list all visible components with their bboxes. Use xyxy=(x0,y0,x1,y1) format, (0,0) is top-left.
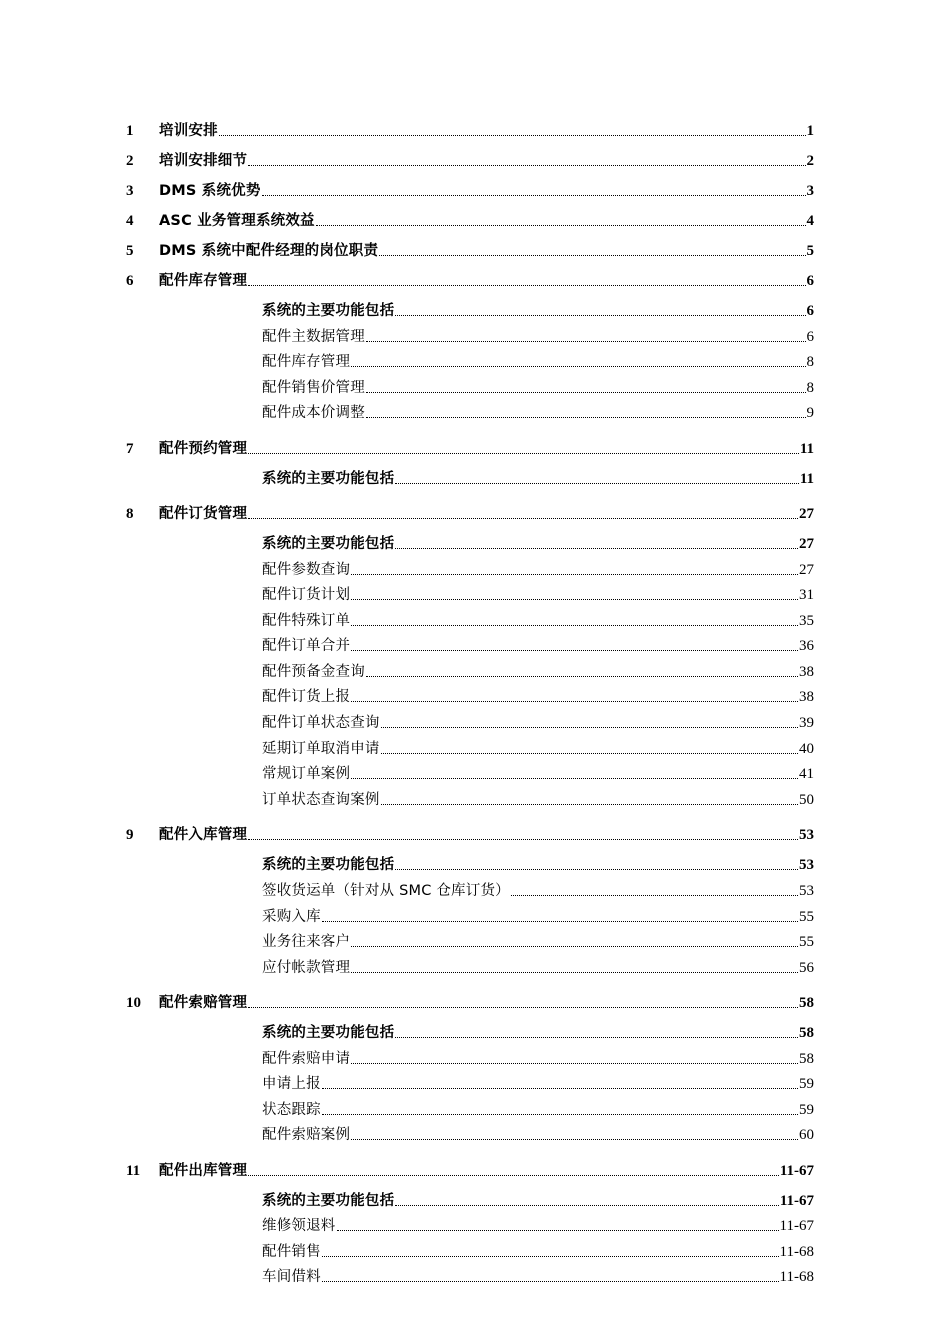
toc-chapter-entry[interactable] xyxy=(126,146,814,170)
toc-number: 8 xyxy=(126,506,134,522)
toc-title: 订单状态查询案例 xyxy=(262,792,380,808)
toc-section-entry[interactable] xyxy=(262,953,814,977)
toc-title: 配件订货管理 xyxy=(159,506,248,522)
toc-number: 11 xyxy=(126,1163,141,1179)
toc-section-entry[interactable] xyxy=(262,580,814,604)
toc-section-entry[interactable] xyxy=(262,464,814,488)
toc-page-number: 39 xyxy=(799,715,814,731)
toc-page-number: 4 xyxy=(806,213,814,229)
toc-section-entry[interactable] xyxy=(262,1120,814,1144)
toc-dot-leader xyxy=(248,517,798,519)
toc-section-entry[interactable] xyxy=(262,606,814,630)
toc-dot-leader xyxy=(351,649,798,651)
toc-page-number: 11-67 xyxy=(779,1193,814,1209)
toc-dot-leader xyxy=(351,1062,798,1064)
toc-page-number: 53 xyxy=(799,827,814,843)
toc-dot-leader xyxy=(322,1280,779,1282)
toc-dot-leader xyxy=(351,573,798,575)
toc-dot-leader xyxy=(351,1138,798,1140)
toc-section-entry[interactable] xyxy=(262,1095,814,1119)
toc-page-number: 55 xyxy=(799,934,814,950)
toc-page-number: 6 xyxy=(806,329,814,345)
toc-number: 2 xyxy=(126,153,134,169)
toc-title: 系统的主要功能包括 xyxy=(262,303,395,319)
toc-section-entry[interactable] xyxy=(262,1262,814,1286)
toc-page-number: 60 xyxy=(799,1127,814,1143)
toc-page-number: 9 xyxy=(806,405,814,421)
toc-dot-leader xyxy=(219,134,806,136)
toc-dot-leader xyxy=(366,391,806,393)
toc-section-entry[interactable] xyxy=(262,1018,814,1042)
toc-section-entry[interactable] xyxy=(262,785,814,809)
toc-page-number: 58 xyxy=(799,1025,814,1041)
toc-chapter-entry[interactable] xyxy=(126,116,814,140)
toc-title: 申请上报 xyxy=(262,1076,321,1092)
toc-dot-leader xyxy=(351,624,798,626)
toc-section-entry[interactable] xyxy=(262,876,814,900)
toc-chapter-entry[interactable] xyxy=(126,176,814,200)
toc-section-entry[interactable] xyxy=(262,1069,814,1093)
toc-number: 10 xyxy=(126,995,141,1011)
toc-dot-leader xyxy=(395,1204,779,1206)
toc-page-number: 11 xyxy=(799,471,814,487)
toc-section-entry[interactable] xyxy=(262,734,814,758)
toc-title: 系统的主要功能包括 xyxy=(262,1025,395,1041)
toc-page-number: 11-67 xyxy=(779,1218,814,1234)
toc-section-entry[interactable] xyxy=(262,1237,814,1261)
toc-dot-leader xyxy=(322,920,798,922)
toc-dot-leader xyxy=(511,894,798,896)
toc-page-number: 11-67 xyxy=(779,1163,814,1179)
toc-dot-leader xyxy=(379,254,805,256)
toc-title: 配件成本价调整 xyxy=(262,405,365,421)
toc-dot-leader xyxy=(316,224,806,226)
toc-title: 配件索赔管理 xyxy=(159,995,248,1011)
toc-dot-leader xyxy=(337,1229,779,1231)
toc-chapter-entry[interactable] xyxy=(126,1156,814,1180)
toc-chapter-entry[interactable] xyxy=(126,499,814,523)
toc-title: 配件主数据管理 xyxy=(262,329,365,345)
toc-page-number: 1 xyxy=(806,123,814,139)
toc-dot-leader xyxy=(395,547,798,549)
toc-dot-leader xyxy=(248,1174,779,1176)
toc-dot-leader xyxy=(381,752,798,754)
toc-page-number: 41 xyxy=(799,766,814,782)
toc-chapter-entry[interactable] xyxy=(126,206,814,230)
toc-page-number: 50 xyxy=(799,792,814,808)
toc-page-number: 38 xyxy=(799,664,814,680)
toc-page-number: 38 xyxy=(799,689,814,705)
toc-dot-leader xyxy=(322,1087,798,1089)
toc-title: 配件库存管理 xyxy=(262,354,351,370)
toc-title: 配件出库管理 xyxy=(159,1163,248,1179)
toc-chapter-entry[interactable] xyxy=(126,988,814,1012)
toc-page-number: 6 xyxy=(806,273,814,289)
toc-title: 配件索赔案例 xyxy=(262,1127,351,1143)
toc-title: 配件参数查询 xyxy=(262,562,351,578)
toc-title: 系统的主要功能包括 xyxy=(262,1193,395,1209)
toc-dot-leader xyxy=(381,803,798,805)
toc-section-entry[interactable] xyxy=(262,708,814,732)
toc-section-entry[interactable] xyxy=(262,1211,814,1235)
toc-dot-leader xyxy=(322,1255,779,1257)
toc-title: 维修领退料 xyxy=(262,1218,336,1234)
toc-section-entry[interactable] xyxy=(262,682,814,706)
toc-chapter-entry[interactable] xyxy=(126,434,814,458)
toc-section-entry[interactable] xyxy=(262,759,814,783)
toc-section-entry[interactable] xyxy=(262,902,814,926)
toc-dot-leader xyxy=(248,164,805,166)
toc-page-number: 35 xyxy=(799,613,814,629)
toc-page-number: 36 xyxy=(799,638,814,654)
toc-page-number: 59 xyxy=(799,1102,814,1118)
toc-number: 5 xyxy=(126,243,134,259)
toc-dot-leader xyxy=(262,194,806,196)
toc-page-number: 11 xyxy=(799,441,814,457)
toc-page-number: 11-68 xyxy=(779,1269,814,1285)
toc-section-entry[interactable] xyxy=(262,850,814,874)
toc-page-number: 40 xyxy=(799,741,814,757)
toc-title: 配件订货上报 xyxy=(262,689,351,705)
toc-title: DMS 系统优势 xyxy=(159,183,261,199)
toc-number: 6 xyxy=(126,273,134,289)
toc-dot-leader xyxy=(248,838,798,840)
toc-page-number: 11-68 xyxy=(779,1244,814,1260)
toc-chapter-entry[interactable] xyxy=(126,236,814,260)
toc-dot-leader xyxy=(395,314,805,316)
toc-page-number: 31 xyxy=(799,587,814,603)
toc-title: 延期订单取消申请 xyxy=(262,741,380,757)
toc-page-number: 56 xyxy=(799,960,814,976)
toc-section-entry[interactable] xyxy=(262,555,814,579)
toc-dot-leader xyxy=(248,1006,798,1008)
toc-title: 应付帐款管理 xyxy=(262,960,351,976)
toc-page-number: 27 xyxy=(799,536,814,552)
toc-dot-leader xyxy=(366,675,798,677)
toc-dot-leader xyxy=(351,598,798,600)
toc-page-number: 58 xyxy=(799,995,814,1011)
toc-section-entry[interactable] xyxy=(262,347,814,371)
toc-dot-leader xyxy=(351,777,798,779)
toc-section-entry[interactable] xyxy=(262,398,814,422)
toc-section-entry[interactable] xyxy=(262,1044,814,1068)
toc-number: 1 xyxy=(126,123,134,139)
toc-page-number: 8 xyxy=(806,354,814,370)
toc-dot-leader xyxy=(248,452,799,454)
toc-page-number: 58 xyxy=(799,1051,814,1067)
toc-title: 系统的主要功能包括 xyxy=(262,471,395,487)
toc-dot-leader xyxy=(381,726,798,728)
toc-title: 车间借料 xyxy=(262,1269,321,1285)
toc-title: 配件订货计划 xyxy=(262,587,351,603)
toc-section-entry[interactable] xyxy=(262,373,814,397)
toc-dot-leader xyxy=(395,482,799,484)
toc-chapter-entry[interactable] xyxy=(126,266,814,290)
toc-page-number: 6 xyxy=(806,303,814,319)
toc-page-number: 53 xyxy=(799,883,814,899)
toc-number: 7 xyxy=(126,441,134,457)
toc-dot-leader xyxy=(395,868,798,870)
toc-title: 常规订单案例 xyxy=(262,766,351,782)
toc-title: 培训安排 xyxy=(159,123,218,139)
toc-page-number: 3 xyxy=(806,183,814,199)
toc-title: ASC 业务管理系统效益 xyxy=(159,213,315,229)
toc-page-number: 27 xyxy=(799,506,814,522)
toc-page-number: 5 xyxy=(806,243,814,259)
toc-dot-leader xyxy=(351,945,798,947)
toc-dot-leader xyxy=(351,971,798,973)
toc-dot-leader xyxy=(351,700,798,702)
toc-title: 配件销售价管理 xyxy=(262,380,365,396)
toc-page-number: 53 xyxy=(799,857,814,873)
toc-section-entry[interactable] xyxy=(262,927,814,951)
toc-title: 配件预备金查询 xyxy=(262,664,365,680)
toc-title: 配件特殊订单 xyxy=(262,613,351,629)
toc-page-number: 59 xyxy=(799,1076,814,1092)
toc-title: 配件预约管理 xyxy=(159,441,248,457)
toc-section-entry[interactable] xyxy=(262,296,814,320)
toc-section-entry[interactable] xyxy=(262,529,814,553)
toc-title: 配件销售 xyxy=(262,1244,321,1260)
toc-title: DMS 系统中配件经理的岗位职责 xyxy=(159,243,379,259)
toc-title: 系统的主要功能包括 xyxy=(262,857,395,873)
toc-title: 系统的主要功能包括 xyxy=(262,536,395,552)
toc-page-number: 2 xyxy=(806,153,814,169)
toc-dot-leader xyxy=(248,284,805,286)
toc-page-number: 55 xyxy=(799,909,814,925)
toc-page-number: 27 xyxy=(799,562,814,578)
toc-section-entry[interactable] xyxy=(262,631,814,655)
toc-title: 配件索赔申请 xyxy=(262,1051,351,1067)
toc-title: 状态跟踪 xyxy=(262,1102,321,1118)
toc-title: 采购入库 xyxy=(262,909,321,925)
toc-section-entry[interactable] xyxy=(262,1186,814,1210)
toc-chapter-entry[interactable] xyxy=(126,820,814,844)
toc-title: 配件库存管理 xyxy=(159,273,248,289)
toc-number: 4 xyxy=(126,213,134,229)
toc-title: 业务往来客户 xyxy=(262,934,351,950)
toc-dot-leader xyxy=(395,1036,798,1038)
toc-dot-leader xyxy=(366,340,806,342)
toc-dot-leader xyxy=(322,1113,798,1115)
toc-title: 配件入库管理 xyxy=(159,827,248,843)
toc-title: 配件订单合并 xyxy=(262,638,351,654)
toc-page-number: 8 xyxy=(806,380,814,396)
toc-title: 签收货运单（针对从 SMC 仓库订货） xyxy=(262,883,510,899)
toc-title: 配件订单状态查询 xyxy=(262,715,380,731)
toc-section-entry[interactable] xyxy=(262,657,814,681)
toc-number: 9 xyxy=(126,827,134,843)
toc-title: 培训安排细节 xyxy=(159,153,248,169)
toc-section-entry[interactable] xyxy=(262,322,814,346)
toc-dot-leader xyxy=(351,365,805,367)
toc-dot-leader xyxy=(366,416,806,418)
toc-number: 3 xyxy=(126,183,134,199)
